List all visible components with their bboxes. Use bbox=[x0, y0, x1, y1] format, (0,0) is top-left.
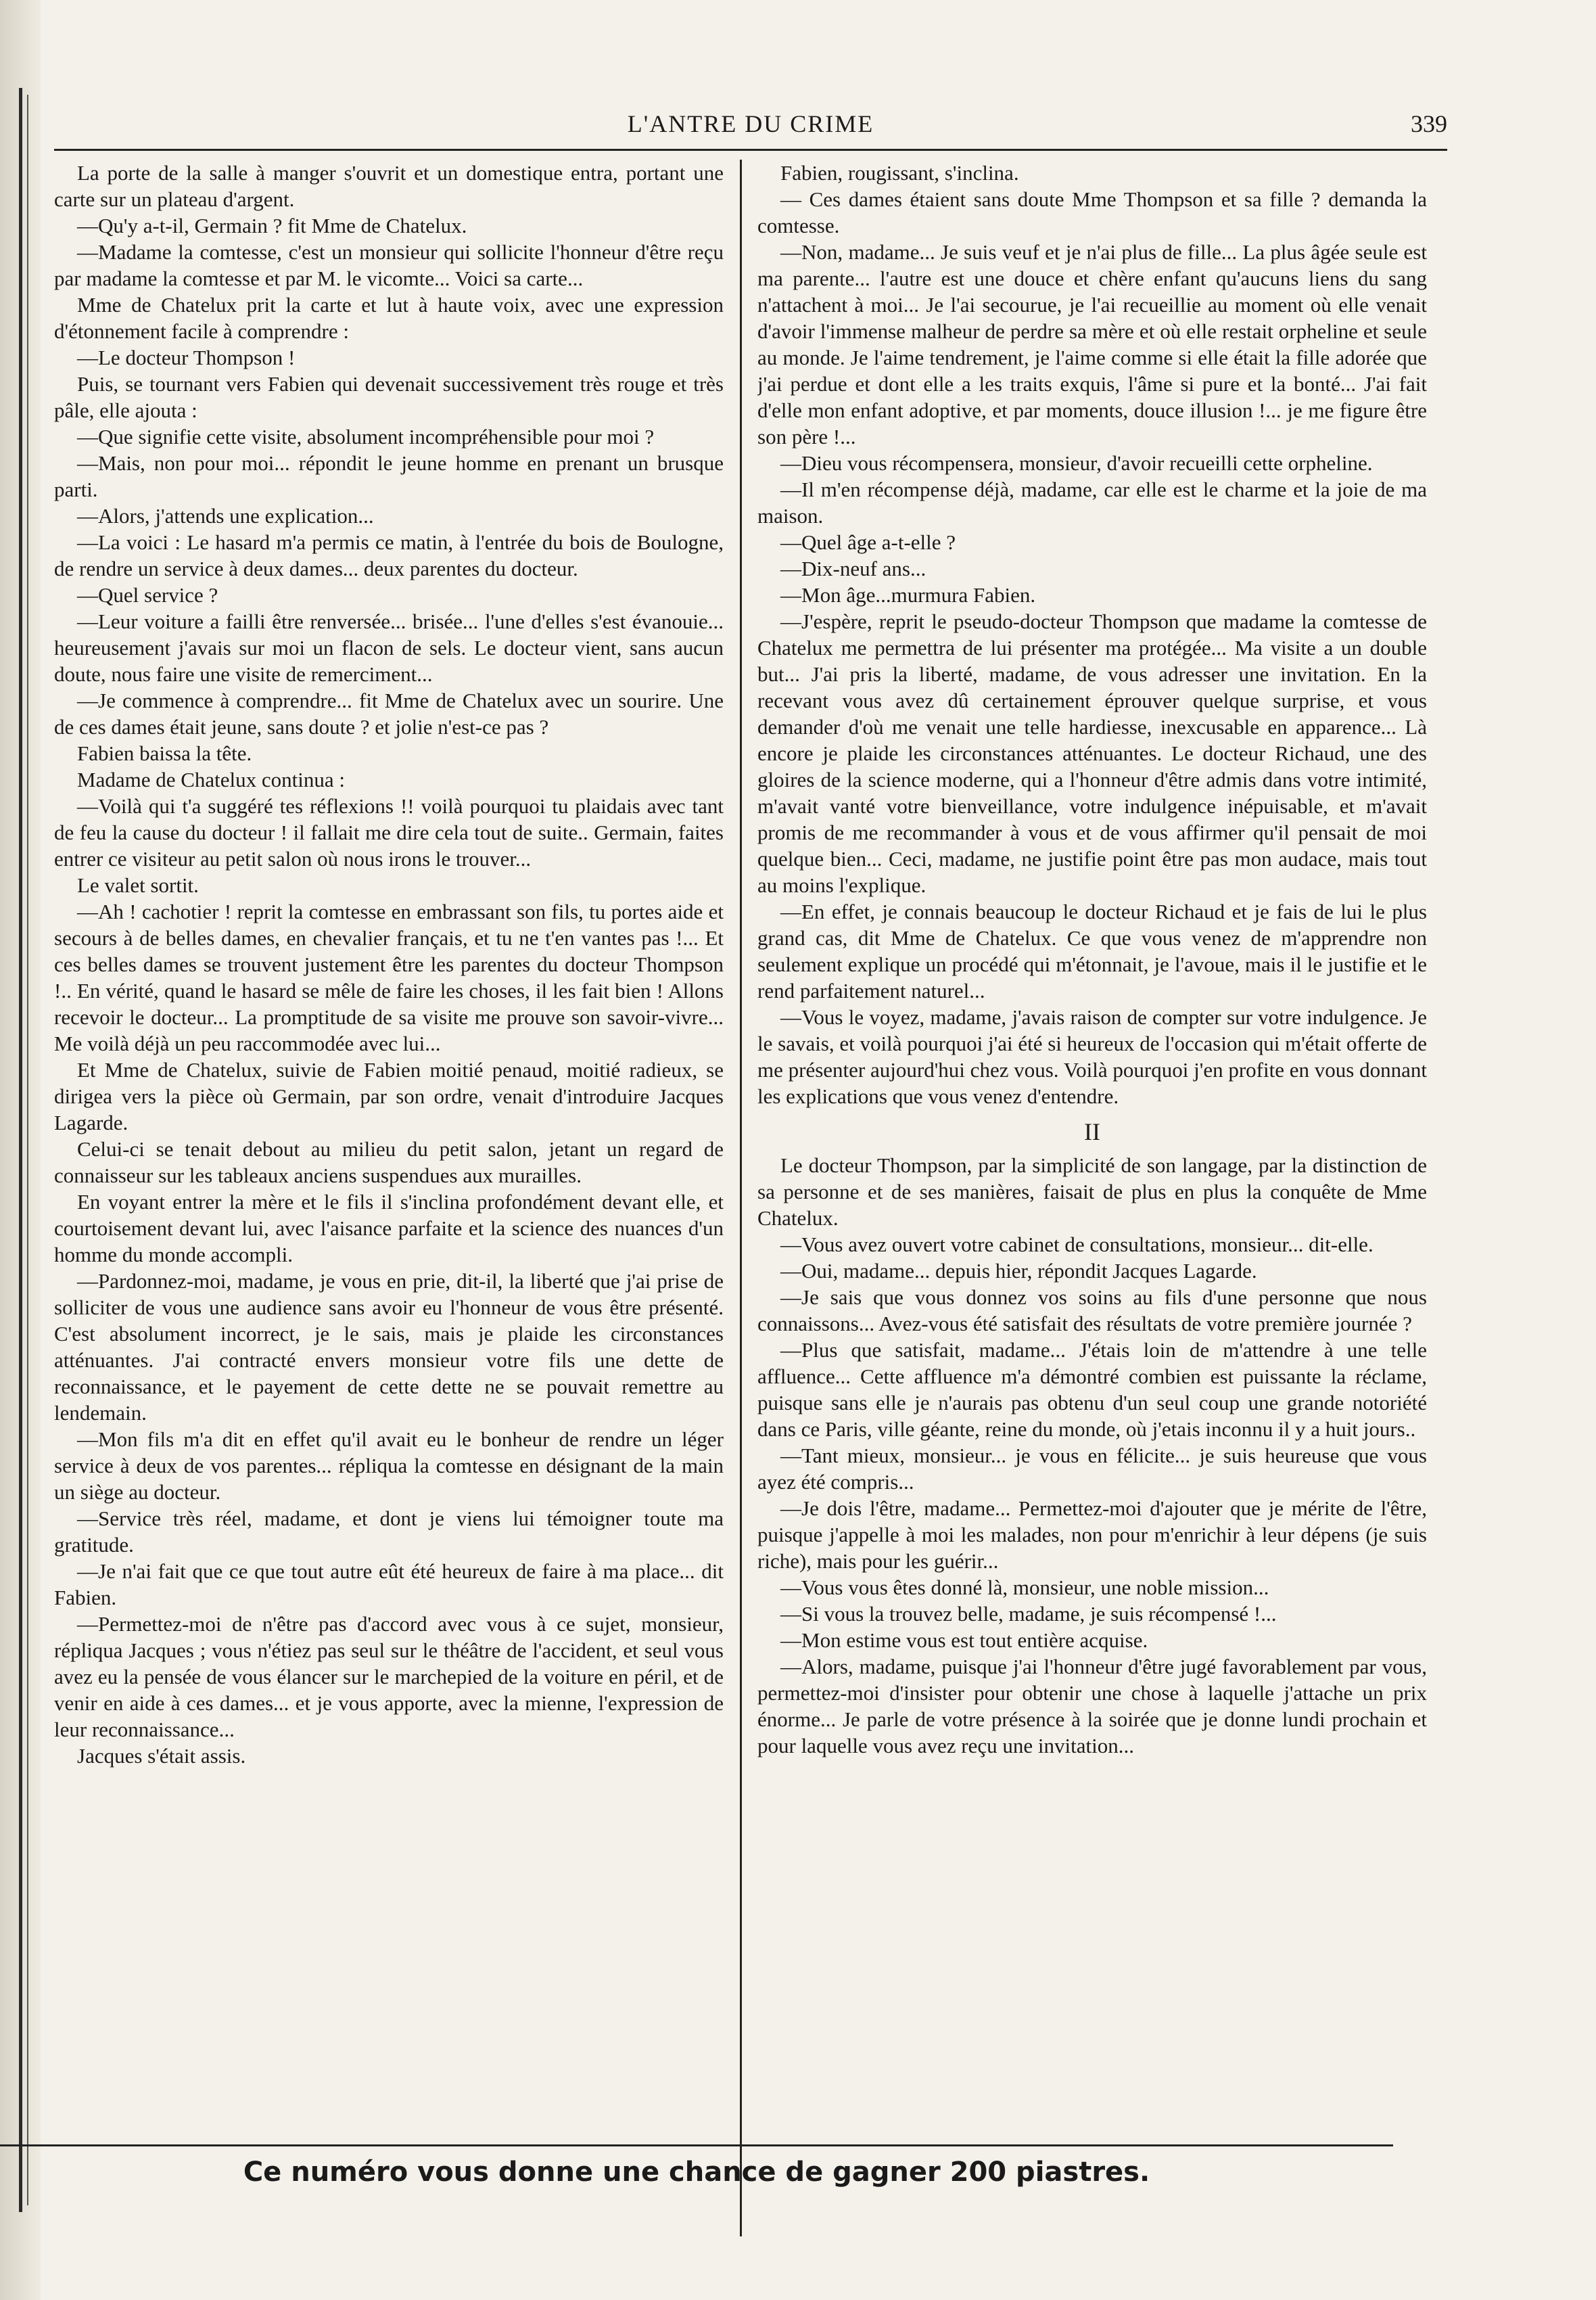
paragraph: Fabien baissa la tête. bbox=[77, 741, 252, 765]
text-columns bbox=[54, 160, 1447, 2236]
paragraph: —Non, madame... Je suis veuf et je n'ai plus de fille... La plus âgée seule est ma parente... l'autre est une douce et chère enfant qu'aucuns liens du sang n'attachent à moi... Je l'ai secourue, je l'ai recueillie au moment où elle venait d'avoir l'immense malheur de perdre sa mère et où elle restait orpheline et seule au monde. Je l'aime tendrement, je l'aime comme si elle était la fille adorée que j'ai perdue et dont elle a les traits exquis, l'âme si pure et la bonté... J'ai fait d'elle mon enfant adoptive, et par moments, douce illusion !... je me figure être son père !... bbox=[757, 240, 1427, 448]
footer-rule bbox=[0, 2144, 1393, 2146]
paragraph: —Vous le voyez, madame, j'avais raison de compter sur votre indulgence. Je le savais, et voilà pourquoi j'ai été si heureux de l'occasion qui m'était offerte de me présenter aujourd'hui chez vous. Voilà pourquoi j'en profite en vous donnant les explications que vous venez d'entendre. bbox=[757, 1005, 1427, 1108]
paragraph: Le valet sortit. bbox=[77, 873, 199, 897]
page-header bbox=[54, 95, 1447, 151]
paragraph: —Ah ! cachotier ! reprit la comtesse en embrassant son fils, tu portes aide et secours à de belles dames, en chevalier français, et tu ne t'en vantes pas !... Et ces belles dames se trouvent justement être les parentes du docteur Thompson !.. En vérité, quand le hasard se mêle de faire les choses, il les fait bien ! Allons recevoir le docteur... La promptitude de sa visite me prouve son savoir-vivre... Me voilà déjà un peu raccommodée avec lui... bbox=[54, 900, 724, 1055]
paragraph: —Madame la comtesse, c'est un monsieur qui sollicite l'honneur d'être reçu par madame la comtesse et par M. le vicomte... Voici sa carte... bbox=[54, 240, 724, 290]
paragraph: —Leur voiture a failli être renversée... brisée... l'une d'elles s'est évanouie... heureusement j'avais sur moi un flacon de sels. Le docteur vient, sans aucun doute, nous faire une visite de remerciment... bbox=[54, 610, 724, 686]
paragraph: —Quel service ? bbox=[77, 583, 218, 607]
paragraph: Et Mme de Chatelux, suivie de Fabien moitié penaud, moitié radieux, se dirigea vers la pièce où Germain, par son ordre, venait d'introduire Jacques Lagarde. bbox=[54, 1058, 724, 1134]
right-column bbox=[757, 160, 1427, 2236]
paragraph: —Plus que satisfait, madame... J'étais loin de m'attendre à une telle affluence... Cette affluence m'a démontré combien est puissante la réclame, puisque sans elle je n'aurais pas obtenu d'un seul coup une grande notoriété dans ce Paris, ville géante, reine du monde, où j'etais inconnu il y a huit jours.. bbox=[757, 1338, 1427, 1441]
paragraph: —Service très réel, madame, et dont je viens lui témoigner toute ma gratitude. bbox=[54, 1506, 724, 1557]
binding-edge bbox=[19, 88, 22, 2212]
paragraph: —En effet, je connais beaucoup le docteur Richaud et je fais de lui le plus grand cas, dit Mme de Chatelux. Ce que vous venez de m'apprendre non seulement explique un procédé qui m'étonnait, je l'avoue, mais il le justifie et le rend parfaitement naturel... bbox=[757, 900, 1427, 1003]
paragraph: —Qu'y a-t-il, Germain ? fit Mme de Chatelux. bbox=[77, 214, 467, 237]
left-column bbox=[54, 160, 724, 2236]
paragraph: —Dix-neuf ans... bbox=[780, 557, 926, 580]
paragraph: En voyant entrer la mère et le fils il s'inclina profondément devant elle, et courtoisement devant lui, avec l'aisance parfaite et la science des nuances d'un homme du monde accompli. bbox=[54, 1190, 724, 1266]
paragraph: Puis, se tournant vers Fabien qui devenait successivement très rouge et très pâle, elle ajouta : bbox=[54, 372, 724, 422]
paragraph: —Tant mieux, monsieur... je vous en félicite... je suis heureuse que vous ayez été compris... bbox=[757, 1444, 1427, 1494]
paragraph: Fabien, rougissant, s'inclina. bbox=[780, 161, 1019, 185]
paragraph: Jacques s'était assis. bbox=[77, 1744, 246, 1768]
paragraph: —La voici : Le hasard m'a permis ce matin, à l'entrée du bois de Boulogne, de rendre un service à deux dames... deux parentes du docteur. bbox=[54, 530, 724, 580]
paragraph: —Je n'ai fait que ce que tout autre eût été heureux de faire à ma place... dit Fabien. bbox=[54, 1559, 724, 1609]
page-number: 339 bbox=[1411, 110, 1447, 137]
paragraph: —Je dois l'être, madame... Permettez-moi d'ajouter que je mérite de l'être, puisque j'appelle à moi les malades, non pour m'enrichir à leur dépens (je suis riche), mais pour les guérir... bbox=[757, 1496, 1427, 1573]
footer-notice: Ce numéro vous donne une chance de gagner 200 piastres. bbox=[243, 2157, 1150, 2188]
paragraph: —Mais, non pour moi... répondit le jeune homme en prenant un brusque parti. bbox=[54, 451, 724, 501]
paragraph: —Permettez-moi de n'être pas d'accord avec vous à ce sujet, monsieur, répliqua Jacques ; vous n'étiez pas seul sur le théâtre de l'accident, et seul vous avez eu la pensée de vous élancer sur le marchepied de la voiture en péril, et de venir en aide à ces dames... et je vous apporte, avec la mienne, l'expression de leur reconnaissance... bbox=[54, 1612, 724, 1741]
paragraph: —Dieu vous récompensera, monsieur, d'avoir recueilli cette orpheline. bbox=[780, 451, 1373, 475]
paragraph: —Je sais que vous donnez vos soins au fils d'une personne que nous connaissons... Avez-vous été satisfait des résultats de votre première journée ? bbox=[757, 1285, 1427, 1335]
paragraph: —Pardonnez-moi, madame, je vous en prie, dit-il, la liberté que j'ai prise de solliciter de vous une audience sans avoir eu l'honneur de vous être présenté. C'est absolument incorrect, je le sais, mais je plaide les circonstances atténuantes. J'ai contracté envers monsieur votre fils une dette de reconnaissance, et le payement de cette dette ne se pouvait remettre au lendemain. bbox=[54, 1269, 724, 1425]
paragraph: —Alors, j'attends une explication... bbox=[77, 504, 374, 528]
paragraph: —Mon âge...murmura Fabien. bbox=[780, 583, 1036, 607]
paragraph: —Vous vous êtes donné là, monsieur, une noble mission... bbox=[780, 1576, 1269, 1599]
paragraph: —Si vous la trouvez belle, madame, je suis récompensé !... bbox=[780, 1602, 1277, 1626]
paragraph: —Vous avez ouvert votre cabinet de consultations, monsieur... dit-elle. bbox=[780, 1233, 1374, 1256]
paragraph: —Oui, madame... depuis hier, répondit Jacques Lagarde. bbox=[780, 1259, 1257, 1283]
paragraph: —Mon fils m'a dit en effet qu'il avait eu le bonheur de rendre un léger service à deux de vos parentes... répliqua la comtesse en désignant de la main un siège au docteur. bbox=[54, 1427, 724, 1504]
paragraph: —Le docteur Thompson ! bbox=[77, 346, 296, 369]
paragraph: —Je commence à comprendre... fit Mme de Chatelux avec un sourire. Une de ces dames était jeune, sans doute ? et jolie n'est-ce pas ? bbox=[54, 689, 724, 739]
paragraph: Celui-ci se tenait debout au milieu du petit salon, jetant un regard de connaisseur sur les tableaux anciens suspendues aux murailles. bbox=[54, 1137, 724, 1187]
paragraph: — Ces dames étaient sans doute Mme Thompson et sa fille ? demanda la comtesse. bbox=[757, 187, 1427, 237]
paragraph: La porte de la salle à manger s'ouvrit et un domestique entra, portant une carte sur un plateau d'argent. bbox=[54, 161, 724, 211]
section-heading: II bbox=[1084, 1118, 1100, 1145]
column-rule bbox=[740, 160, 742, 2236]
paragraph: Mme de Chatelux prit la carte et lut à haute voix, avec une expression d'étonnement facile à comprendre : bbox=[54, 293, 724, 343]
paragraph: —Mon estime vous est tout entière acquise. bbox=[780, 1628, 1148, 1652]
paragraph: —Que signifie cette visite, absolument incompréhensible pour moi ? bbox=[77, 425, 655, 448]
binding-edge-inner bbox=[27, 95, 28, 2205]
page bbox=[54, 95, 1447, 2219]
running-title: L'ANTRE DU CRIME bbox=[627, 110, 874, 137]
paragraph: Le docteur Thompson, par la simplicité de son langage, par la distinction de sa personne et de ses manières, faisait de plus en plus la conquête de Mme Chatelux. bbox=[757, 1153, 1427, 1230]
paragraph: Madame de Chatelux continua : bbox=[77, 768, 345, 791]
paragraph: —J'espère, reprit le pseudo-docteur Thompson que madame la comtesse de Chatelux me permettra de lui présenter ma protégée... Ma visite a un double but... J'ai pris la liberté, madame, de vous adresser une invitation. En la recevant vous avez dû certainement éprouver quelque surprise, et vous demander d'où me venait une telle hardiesse, inexcusable en apparence... Là encore je plaide les circonstances atténuantes. Le docteur Richaud, une des gloires de la science moderne, qui a l'honneur d'être admis dans votre intimité, m'avait vanté votre bienveillance, votre indulgence inépuisable, et m'avait promis de me recommander à vous et de vous affirmer qu'il pensait de moi quelque bien... Ceci, madame, ne justifie point être pas mon audace, mais tout au moins l'explique. bbox=[757, 610, 1427, 897]
paragraph: —Il m'en récompense déjà, madame, car elle est le charme et la joie de ma maison. bbox=[757, 478, 1427, 528]
paragraph: —Quel âge a-t-elle ? bbox=[780, 530, 956, 554]
paragraph: —Voilà qui t'a suggéré tes réflexions !! voilà pourquoi tu plaidais avec tant de feu la cause du docteur ! il fallait me dire cela tout de suite.. Germain, faites entrer ce visiteur au petit salon où nous irons le trouver... bbox=[54, 794, 724, 871]
paragraph: —Alors, madame, puisque j'ai l'honneur d'être jugé favorablement par vous, permettez-moi d'insister pour obtenir une chose à laquelle j'attache un prix énorme... Je parle de votre présence à la soirée que je donne lundi prochain et pour laquelle vous avez reçu une invitation... bbox=[757, 1655, 1427, 1757]
